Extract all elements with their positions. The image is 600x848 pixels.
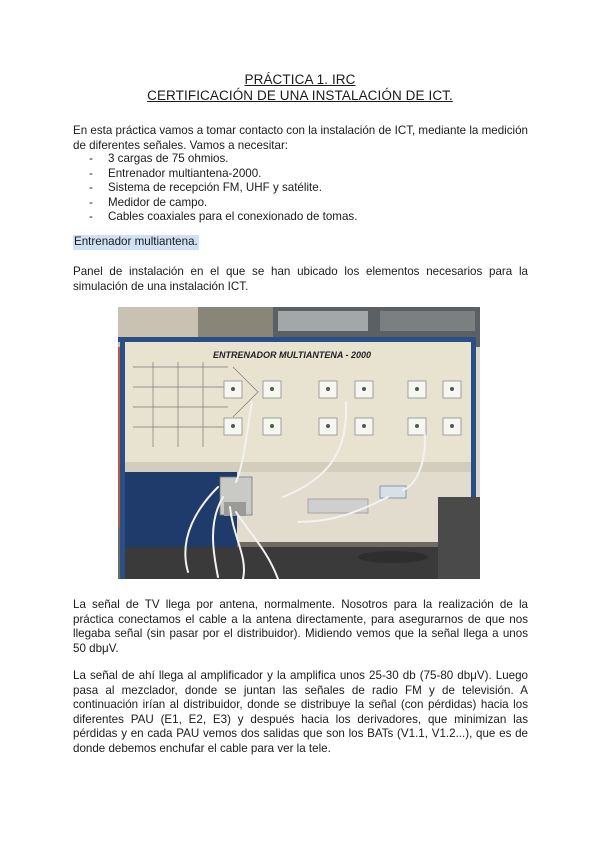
panel-description: Panel de instalación en el que se han ubicado los elementos necesarios para la simulación de una instalación ICT.: [73, 265, 528, 293]
list-item: - Medidor de campo.: [89, 196, 357, 211]
page-subtitle: CERTIFICACIÓN DE UNA INSTALACIÓN DE ICT.: [147, 88, 453, 103]
intro-paragraph: En esta práctica vamos a tomar contacto con la instalación de ICT, mediante la medición de diferentes señales. Vamos a necesitar:: [73, 124, 528, 152]
trainer-panel-photo: [118, 307, 480, 579]
page-title: PRÁCTICA 1. IRC: [244, 72, 356, 87]
list-item: - Cables coaxiales para el conexionado de tomas.: [89, 210, 357, 225]
list-item: - Sistema de recepción FM, UHF y satélite.: [89, 181, 357, 196]
panel-label: ENTRENADOR MULTIANTENA - 2000: [213, 350, 372, 360]
section-heading: Entrenador multiantena.: [74, 235, 198, 248]
amplifier-paragraph: La señal de ahí llega al amplificador y la amplifica unos 25-30 db (75-80 dbμV). Luego pasa al mezclador, donde se juntan las señales de radio FM y de televisión. A continuación irían al distribuidor, donde se distribuye la señal (con pérdidas) hacia los diferentes PAU (E1, E2, E3) y después hacia los derivadores, que minimizan las pérdidas y en cada PAU vemos dos salidas que son los BATs (V1.1, V1.2...), que es de donde debemos enchufar el cable para ver la tele.: [73, 669, 528, 755]
list-item: - Entrenador multiantena-2000.: [89, 167, 357, 182]
tv-signal-paragraph: La señal de TV llega por antena, normalmente. Nosotros para la realización de la práctica conectamos el cable a la antena directamente, para asegurarnos de que nos llegaba señal (sin pasar por el distribuidor). Midiendo vemos que la señal llega a unos 50 dbμV.: [73, 598, 528, 655]
list-item: - 3 cargas de 75 ohmios.: [89, 152, 357, 167]
materials-list: [89, 152, 357, 225]
